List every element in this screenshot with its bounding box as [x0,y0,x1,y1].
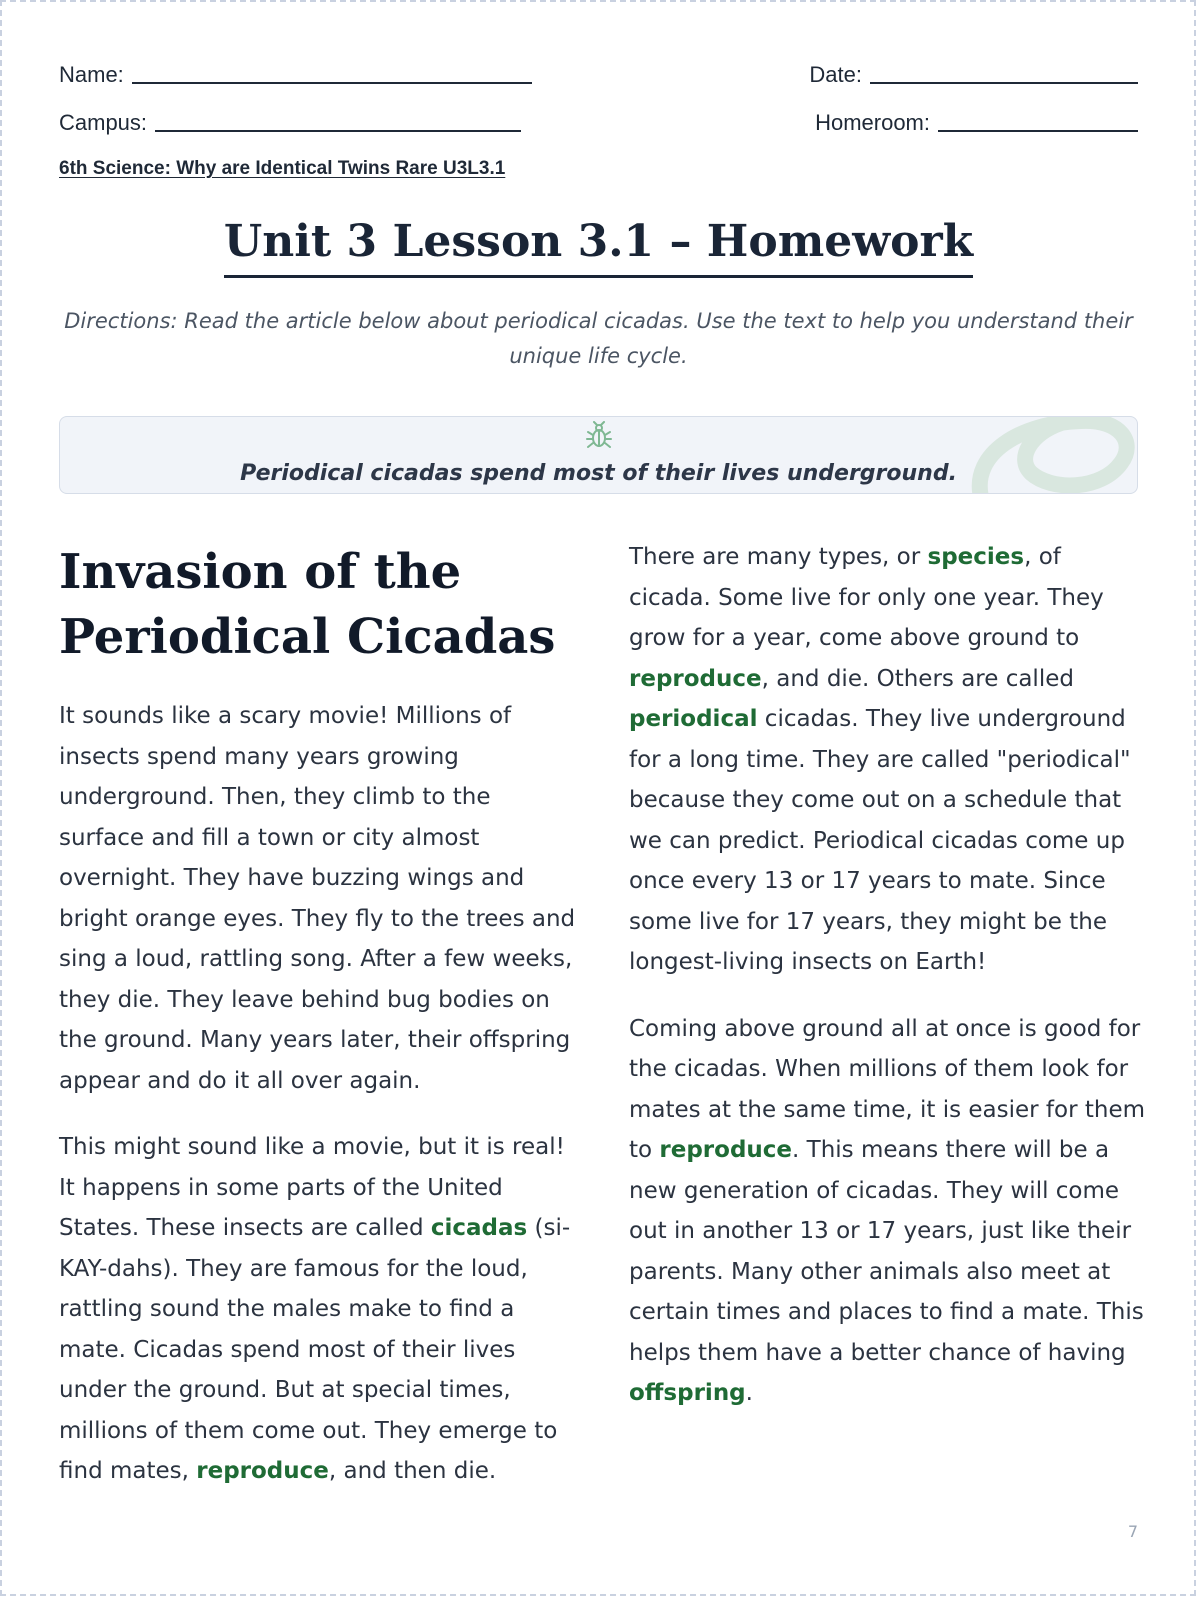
campus-field[interactable] [59,110,521,136]
date-field[interactable] [809,62,1138,88]
article-paragraph-1: It sounds like a scary movie! Millions of insects spend many years growing underground. Then, they climb to the surface and fill a town or city almost overnight. They have buzzing wings and bright orange eyes. They fly to the trees and sing a loud, rattling song. After a few weeks, they die. They leave behind bug bodies on the ground. Many years later, their offspring appear and do it all over again. [59,703,576,1094]
vocab-word-species: species [927,544,1025,570]
article-left-column [59,540,579,1492]
name-field[interactable] [59,62,532,88]
vocab-word-periodical: periodical [629,706,758,732]
text-run: Coming above ground all at once is good for the cicadas. When millions of them look for mates at the same time, it is easier for them to [629,1015,1145,1163]
bug-icon [585,421,613,451]
vocab-word-reproduce: reproduce [659,1137,793,1163]
text-run: This might sound like a movie, but it is real! It happens in some parts of the United States. These insects are called [59,1134,565,1241]
article-paragraph-3 [629,537,1149,983]
page-title-wrap [59,216,1138,278]
campus-label: Campus: [59,110,148,135]
vocab-word-cicadas: cicadas [430,1215,528,1241]
text-run: . [745,1380,753,1406]
homeroom-line[interactable] [938,110,1138,132]
article-title: Invasion of the Periodical Cicadas [59,544,556,665]
name-line[interactable] [132,62,532,84]
text-run: , of cicada. Some live for only one year. They grow for a year, come above ground to [629,544,1104,651]
name-label: Name: [59,62,124,87]
page-title: Unit 3 Lesson 3.1 – Homework [224,216,973,278]
text-run: (si-KAY-dahs). They are famous for the loud, rattling sound the males make to find a mate. Cicadas spend most of their lives under the ground. But at special times, millions of them come out. They emerge to find mates, [59,1215,571,1484]
text-run: , and then die. [328,1458,497,1484]
date-label: Date: [809,62,862,87]
text-run: , and die. Others are called [761,665,1074,692]
caption-banner [59,416,1138,494]
directions-text: Directions: Read the article below about periodical cicadas. Use the text to help you understand their unique life cycle. [64,309,1133,368]
banner-caption: Periodical cicadas spend most of their lives underground. [240,461,957,486]
date-line[interactable] [870,62,1138,84]
article-paragraph-4 [629,1009,1149,1414]
homeroom-field[interactable] [815,110,1138,136]
text-run: There are many types, or [629,544,928,570]
vocab-word-reproduce: reproduce [196,1458,329,1484]
course-title: 6th Science: Why are Identical Twins Rare U3L3.1 [59,158,506,179]
vocab-word-offspring: offspring [629,1380,746,1406]
article-paragraph-2 [59,1127,579,1492]
vocab-word-reproduce: reproduce [629,665,762,692]
text-run: . This means there will be a new generation of cicadas. They will come out in another 13 or 17 years, just like their parents. Many other animals also meet at certain times and places to find a mate. This helps them have a better chance of having [629,1137,1144,1366]
text-run: cicadas. They live underground for a long time. They are called "periodical" because they come out on a schedule that we can predict. Periodical cicadas come up once every 13 or 17 years to mate. Since some live for 17 years, they might be the longest-living insects on Earth! [629,706,1131,975]
campus-line[interactable] [155,110,521,132]
homeroom-label: Homeroom: [815,110,930,135]
article-right-column [629,537,1149,1414]
page-number: 7 [1127,1522,1138,1541]
